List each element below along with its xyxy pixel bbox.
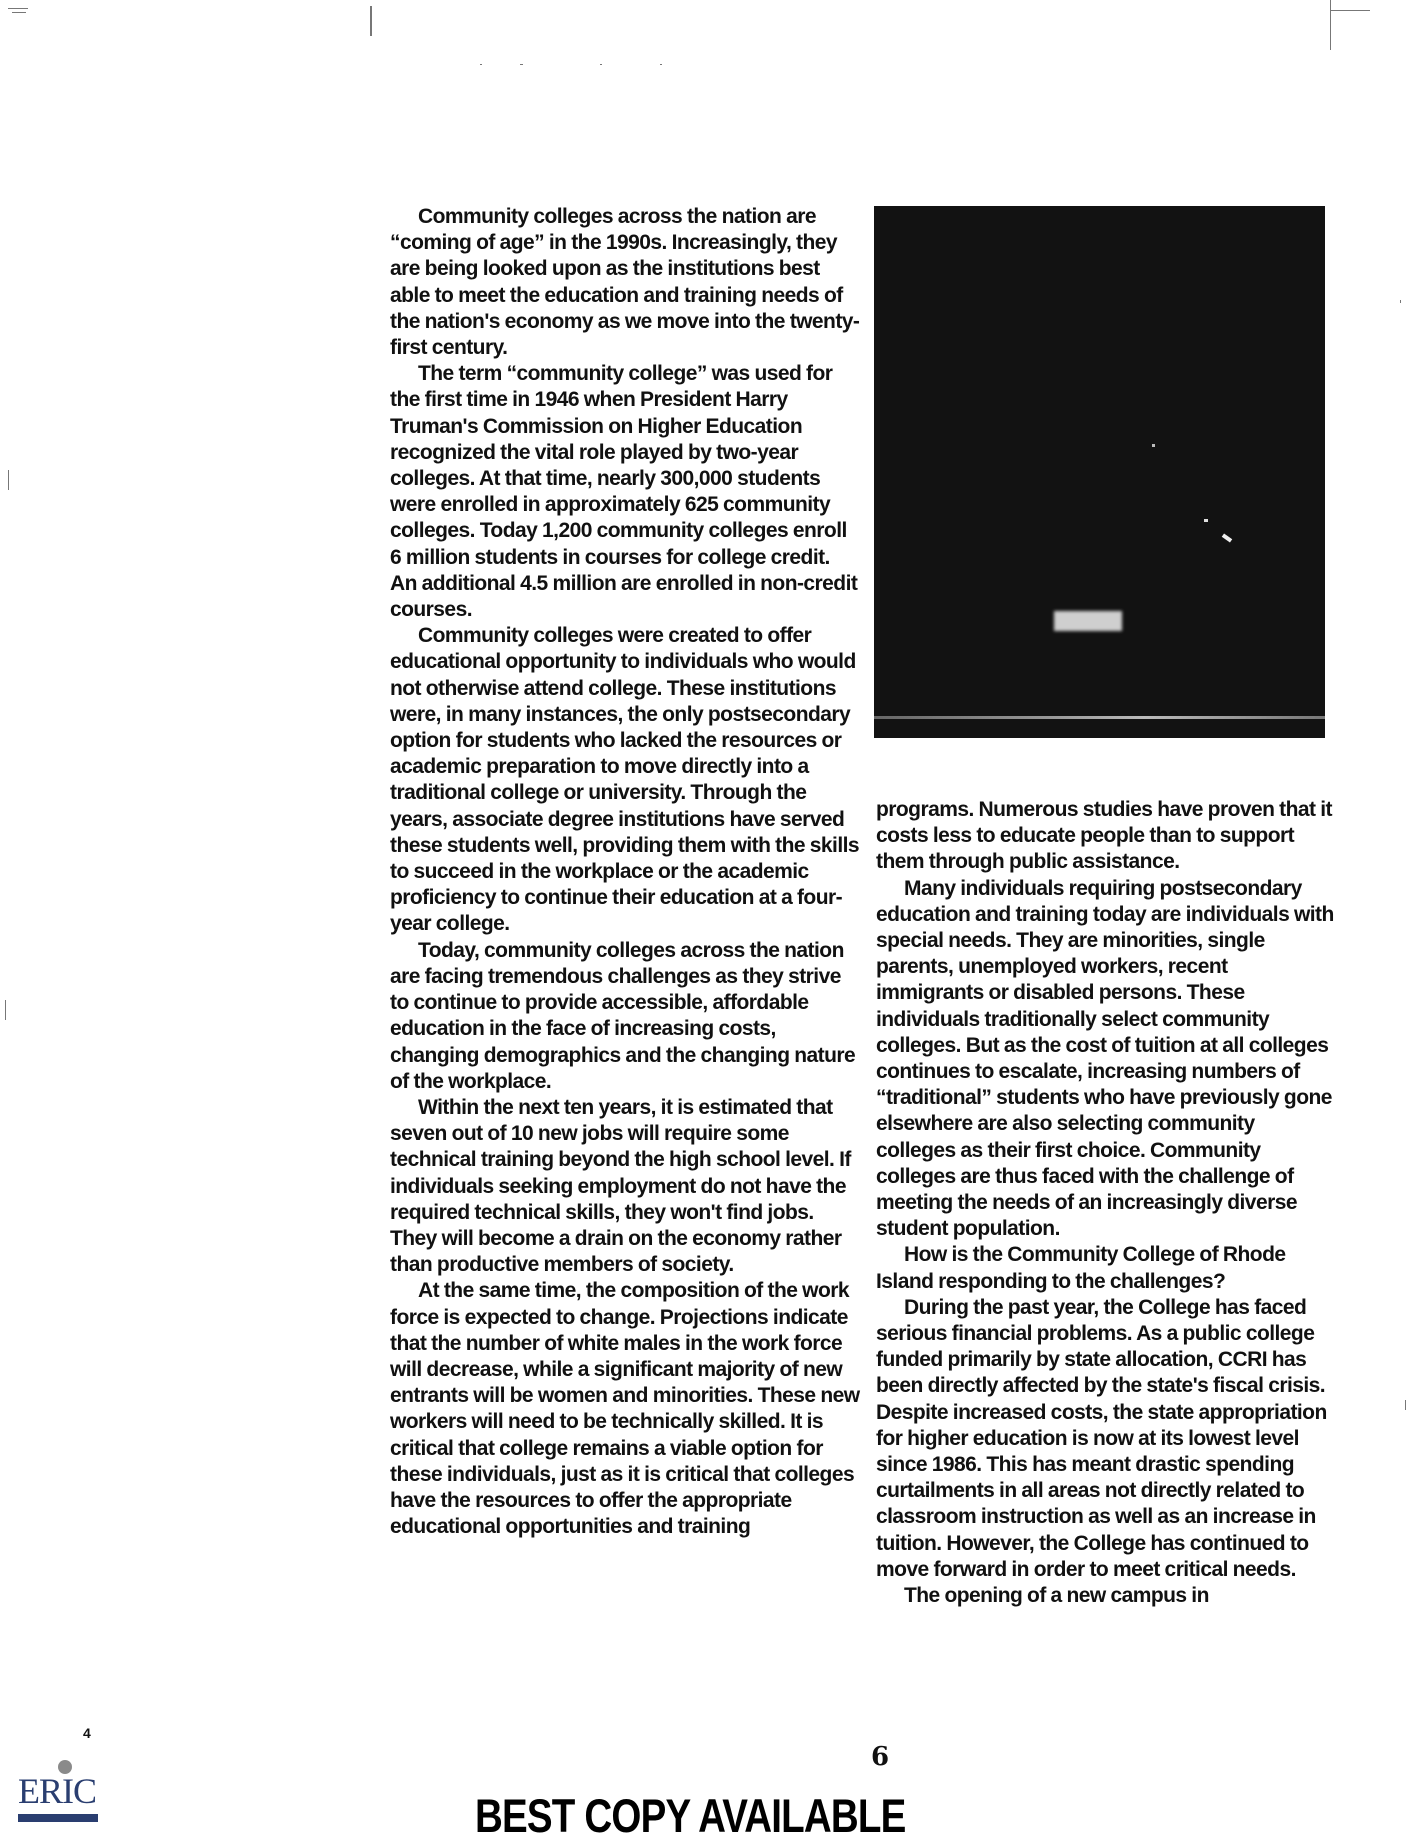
- paragraph: The opening of a new campus in: [904, 1584, 1209, 1608]
- photo-speck: [1152, 444, 1155, 447]
- paragraph: How is the Community College of Rhode Island responding to the challenges?: [876, 1243, 1286, 1293]
- paragraph: programs. Numerous studies have proven that it costs less to educate people than to support them through public assistance.: [876, 798, 1332, 874]
- photo-horizon: [874, 716, 1325, 719]
- photo-speck: [1222, 533, 1232, 542]
- page-number: 4: [83, 1725, 91, 1741]
- logo-bar: [18, 1814, 98, 1822]
- paragraph: At the same time, the composition of the work force is expected to change. Projections indicate that the number of white males in the work force will decrease, while a significant majority of new entrants will be women and minorities. These new workers will need to be technically skilled. It is critical that college remains a viable option for these individuals, just as it is critical that colleges have the resources to offer the appropriate educational opportunities and training: [390, 1279, 860, 1539]
- logo-text: ERIC: [18, 1771, 97, 1811]
- left-text-column: [390, 204, 860, 1540]
- paragraph: Community colleges across the nation are “coming of age” in the 1990s. Increasingly, they are being looked upon as the institutions best able to meet the education and training needs of the nation's economy as we move into the twenty-first century.: [390, 205, 860, 360]
- paragraph: During the past year, the College has faced serious financial problems. As a public college funded primarily by state allocation, CCRI has been directly affected by the state's fiscal crisis. Despite increased costs, the state appropriation for higher education is now at its lowest level since 1986. This has meant drastic spending curtailments in all areas not directly related to classroom instruction as well as an increase in tuition. However, the College has continued to move forward in order to meet critical needs.: [876, 1295, 1327, 1581]
- paragraph: Within the next ten years, it is estimated that seven out of 10 new jobs will require some technical training beyond the high school level. If individuals seeking employment do not have the required technical skills, they won't find jobs. They will become a drain on the economy rather than productive members of society.: [390, 1095, 851, 1277]
- paragraph: Community colleges were created to offer educational opportunity to individuals who would not otherwise attend college. These institutions were, in many instances, the only postsecondary option for students who lacked the resources or academic preparation to move directly into a traditional college or university. Through the years, associate degree institutions have served these students well, providing them with the skills to succeed in the workplace or the academic proficiency to continue their education at a four-year college.: [390, 624, 860, 936]
- paragraph: Many individuals requiring postsecondary education and training today are individuals with special needs. They are minorities, single parents, unemployed workers, recent immigrants or disabled persons. These individuals traditionally select community colleges. But as the cost of tuition at all colleges continues to escalate, increasing numbers of “traditional” students who have previously gone elsewhere are also selecting community colleges as their first choice. Community colleges are thus faced with the challenge of meeting the needs of an increasingly diverse student population.: [876, 876, 1334, 1241]
- paragraph: Today, community colleges across the nation are facing tremendous challenges as they strive to continue to provide accessible, affordable education in the face of increasing costs, changing demographics and the changing nature of the workplace.: [390, 938, 856, 1093]
- photo-speck: [1204, 519, 1208, 522]
- photograph: [874, 206, 1325, 738]
- page-mark: 6: [871, 1742, 890, 1772]
- eric-logo: [18, 1760, 100, 1826]
- right-text-column: [876, 797, 1338, 1609]
- paragraph: The term “community college” was used for the first time in 1946 when President Harry Truman's Commission on Higher Education recognized the vital role played by two-year colleges. At that time, nearly 300,000 students were enrolled in approximately 625 community colleges. Today 1,200 community colleges enroll 6 million students in courses for college credit. An additional 4.5 million are enrolled in non-credit courses.: [390, 362, 858, 622]
- photo-light: [1054, 611, 1122, 631]
- best-copy-banner: BEST COPY AVAILABLE: [475, 1789, 906, 1842]
